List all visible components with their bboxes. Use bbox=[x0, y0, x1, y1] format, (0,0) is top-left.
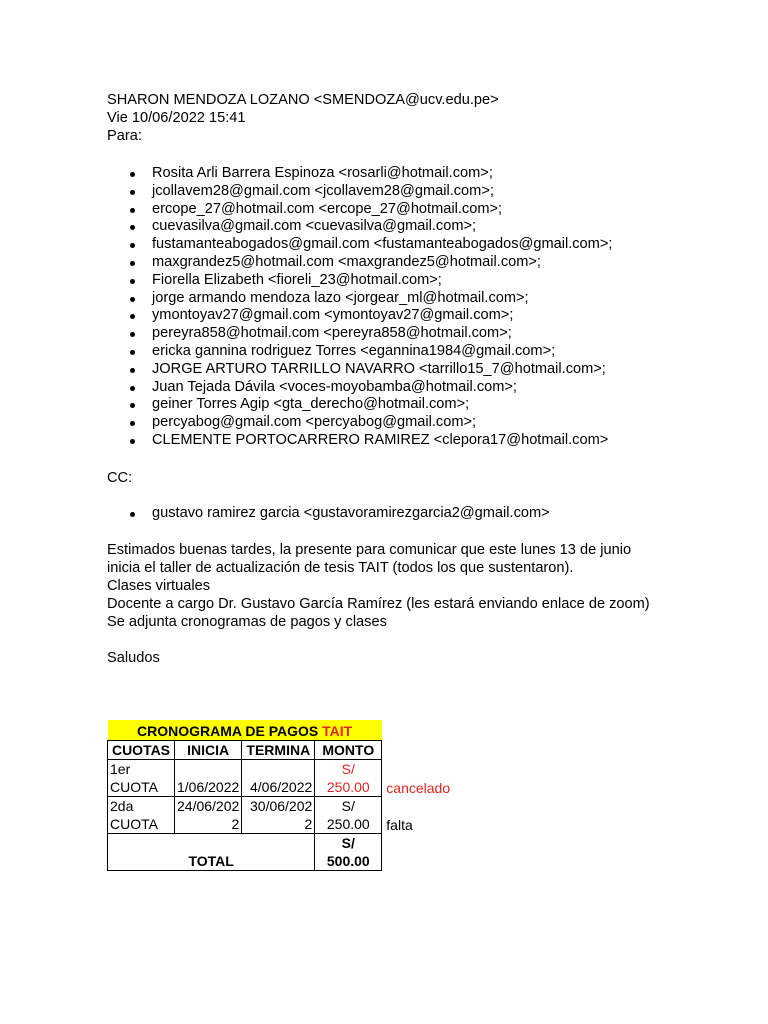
recipient-item[interactable]: jcollavem28@gmail.com <jcollavem28@gmail.com>; bbox=[152, 183, 707, 201]
recipient-item[interactable]: CLEMENTE PORTOCARRERO RAMIREZ <clepora17@hotmail.com> bbox=[152, 432, 707, 450]
cc-list bbox=[107, 505, 707, 523]
sender: SHARON MENDOZA LOZANO <SMENDOZA@ucv.edu.pe> bbox=[107, 92, 499, 108]
email-printout bbox=[107, 91, 707, 667]
body-paragraph: Clases virtuales bbox=[107, 577, 211, 594]
total-label: TOTAL bbox=[108, 834, 315, 871]
cuota-cell: 2da CUOTA bbox=[108, 797, 175, 834]
status-badge: cancelado bbox=[386, 779, 451, 796]
bullet-icon bbox=[130, 332, 135, 337]
total-amount: S/ 500.00 bbox=[315, 834, 382, 871]
bullet-icon bbox=[130, 512, 135, 517]
bullet-icon bbox=[130, 350, 135, 355]
bullet-icon bbox=[130, 208, 135, 213]
termina-cell: 4/06/2022 bbox=[242, 760, 315, 797]
recipient-item[interactable]: geiner Torres Agip <gta_derecho@hotmail.com>; bbox=[152, 396, 707, 414]
inicia-cell: 1/06/2022 bbox=[175, 760, 242, 797]
col-header-inicia: INICIA bbox=[175, 741, 242, 760]
sent-date: Vie 10/06/2022 15:41 bbox=[107, 110, 246, 126]
bullet-icon bbox=[130, 297, 135, 302]
body-paragraph: Docente a cargo Dr. Gustavo García Ramírez (les estará enviando enlace de zoom) bbox=[107, 595, 650, 612]
bullet-icon bbox=[130, 386, 135, 391]
bullet-icon bbox=[130, 243, 135, 248]
to-list bbox=[107, 165, 707, 450]
schedule-title: CRONOGRAMA DE PAGOS TAIT bbox=[108, 720, 382, 741]
recipient-item[interactable]: cuevasilva@gmail.com <cuevasilva@gmail.com>; bbox=[152, 218, 707, 236]
payment-schedule bbox=[107, 720, 453, 871]
monto-cell: S/ 250.00 bbox=[315, 797, 382, 834]
body-paragraph: Estimados buenas tardes, la presente para comunicar que este lunes 13 de junio inicia el taller de actualización de tesis TAIT (todos los que sustentaron). bbox=[107, 541, 632, 576]
recipient-item[interactable]: Fiorella Elizabeth <fioreli_23@hotmail.com>; bbox=[152, 272, 707, 290]
payment-table bbox=[107, 720, 453, 871]
col-header-termina: TERMINA bbox=[242, 741, 315, 760]
recipient-item[interactable]: Rosita Arli Barrera Espinoza <rosarli@hotmail.com>; bbox=[152, 165, 707, 183]
bullet-icon bbox=[130, 421, 135, 426]
bullet-icon bbox=[130, 403, 135, 408]
cuota-cell: 1er CUOTA bbox=[108, 760, 175, 797]
recipient-item[interactable]: ymontoyav27@gmail.com <ymontoyav27@gmail.com>; bbox=[152, 307, 707, 325]
recipient-item[interactable]: JORGE ARTURO TARRILLO NAVARRO <tarrillo15_7@hotmail.com>; bbox=[152, 361, 707, 379]
cc-label: CC: bbox=[107, 469, 133, 486]
body-paragraph: Se adjunta cronogramas de pagos y clases bbox=[107, 613, 387, 630]
bullet-icon bbox=[130, 439, 135, 444]
bullet-icon bbox=[130, 225, 135, 230]
recipient-item[interactable]: ercope_27@hotmail.com <ercope_27@hotmail.com>; bbox=[152, 201, 707, 219]
table-row bbox=[108, 797, 453, 834]
recipient-item[interactable]: jorge armando mendoza lazo <jorgear_ml@hotmail.com>; bbox=[152, 290, 707, 308]
total-row bbox=[108, 834, 453, 871]
recipient-item[interactable]: ericka gannina rodriguez Torres <egannina1984@gmail.com>; bbox=[152, 343, 707, 361]
status-badge: falta bbox=[386, 816, 413, 833]
bullet-icon bbox=[130, 279, 135, 284]
bullet-icon bbox=[130, 368, 135, 373]
recipient-item[interactable]: fustamanteabogados@gmail.com <fustamanteabogados@gmail.com>; bbox=[152, 236, 707, 254]
to-label: Para: bbox=[107, 128, 142, 144]
cc-recipient-item[interactable]: gustavo ramirez garcia <gustavoramirezgarcia2@gmail.com> bbox=[152, 505, 707, 523]
termina-cell: 30/06/202 2 bbox=[242, 797, 315, 834]
col-header-cuotas: CUOTAS bbox=[108, 741, 175, 760]
bullet-icon bbox=[130, 261, 135, 266]
col-header-monto: MONTO bbox=[315, 741, 382, 760]
inicia-cell: 24/06/202 2 bbox=[175, 797, 242, 834]
bullet-icon bbox=[130, 172, 135, 177]
schedule-title-highlight: TAIT bbox=[322, 723, 353, 739]
recipient-item[interactable]: pereyra858@hotmail.com <pereyra858@hotmail.com>; bbox=[152, 325, 707, 343]
bullet-icon bbox=[130, 314, 135, 319]
email-body bbox=[107, 541, 667, 631]
recipient-item[interactable]: maxgrandez5@hotmail.com <maxgrandez5@hotmail.com>; bbox=[152, 254, 707, 272]
recipient-item[interactable]: percyabog@gmail.com <percyabog@gmail.com>; bbox=[152, 414, 707, 432]
table-row bbox=[108, 760, 453, 797]
monto-cell: S/ 250.00 bbox=[315, 760, 382, 797]
closing: Saludos bbox=[107, 649, 160, 666]
recipient-item[interactable]: Juan Tejada Dávila <voces-moyobamba@hotmail.com>; bbox=[152, 379, 707, 397]
bullet-icon bbox=[130, 190, 135, 195]
